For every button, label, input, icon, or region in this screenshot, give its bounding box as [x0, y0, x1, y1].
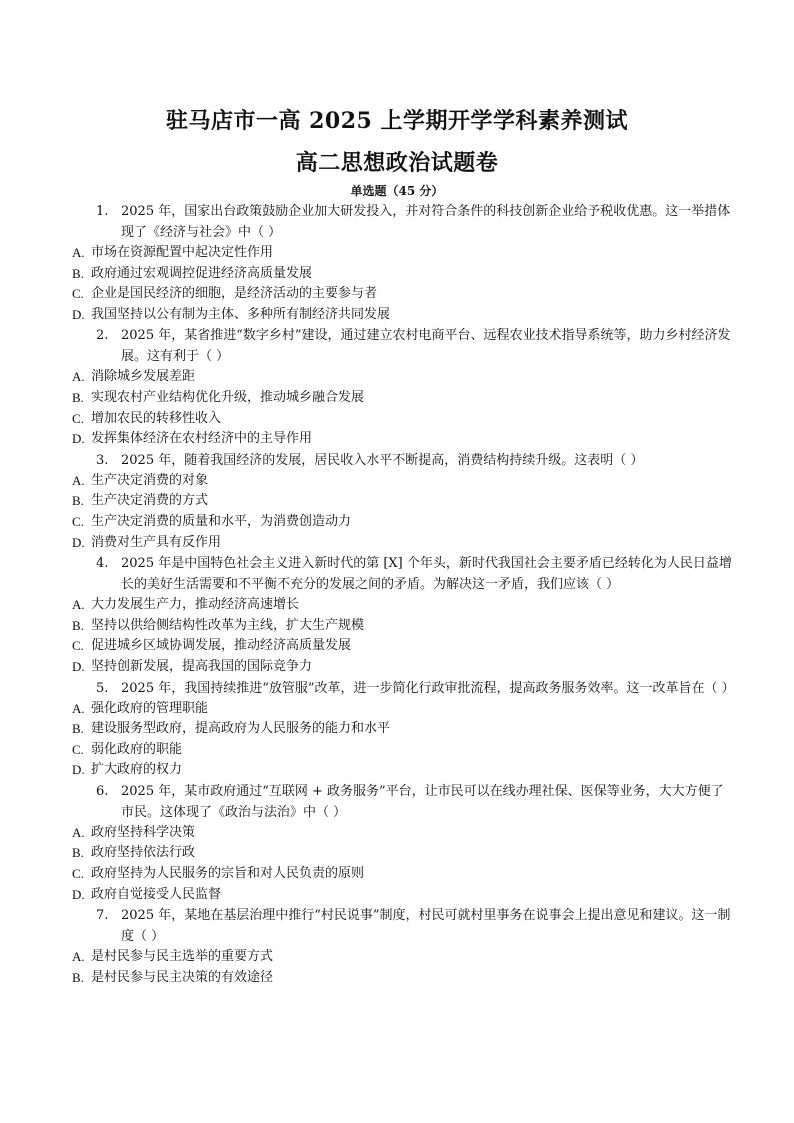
option-letter: A.	[72, 700, 85, 716]
answer-option	[72, 616, 732, 637]
question-stem	[96, 201, 732, 243]
question-number: 2.	[96, 328, 109, 344]
section-heading: 单选题（45 分）	[350, 184, 444, 198]
option-letter: C.	[72, 513, 84, 529]
exam-subtitle: 高二思想政治试题卷	[295, 150, 499, 176]
option-letter: B.	[72, 845, 84, 861]
answer-option	[72, 512, 732, 533]
question-item	[72, 325, 732, 449]
option-text: 建设服务型政府，提高政府为人民服务的能力和水平	[91, 721, 391, 737]
option-letter: B.	[72, 389, 84, 405]
answer-option	[72, 367, 732, 388]
option-text: 促进城乡区域协调发展，推动经济高质量发展	[91, 638, 352, 654]
option-letter: D.	[72, 306, 85, 322]
question-item	[72, 781, 732, 905]
question-number: 6.	[96, 783, 109, 799]
question-stem	[96, 678, 735, 699]
option-letter: A.	[72, 949, 85, 965]
exam-title: 驻马店市一高 2025 上学期开学学科素养测试	[165, 108, 629, 134]
question-number: 1.	[96, 204, 109, 219]
option-text: 增加农民的转移性收入	[91, 410, 222, 426]
option-text: 大力发展生产力，推动经济高速增长	[91, 597, 300, 613]
option-text: 我国坚持以公有制为主体、多种所有制经济共同发展	[91, 306, 391, 322]
question-number: 5.	[96, 680, 109, 696]
answer-option	[72, 947, 732, 968]
question-item	[72, 450, 732, 553]
option-text: 强化政府的管理职能	[91, 700, 209, 716]
option-text: 消费对生产具有反作用	[91, 534, 222, 550]
option-text: 是村民参与民主选举的重要方式	[91, 949, 274, 965]
answer-option	[72, 409, 732, 430]
answer-option	[72, 388, 732, 409]
question-text: 2025 年，某地在基层治理中推行“村民说事”制度，村民可就村里事务在说事会上提出意见和建议。这一制度（ ）	[121, 908, 731, 945]
question-stem	[96, 781, 732, 823]
option-letter: B.	[72, 493, 84, 509]
answer-option	[72, 719, 732, 740]
option-text: 消除城乡发展差距	[91, 369, 196, 385]
option-letter: A.	[72, 824, 85, 840]
question-text: 2025 年，国家出台政策鼓励企业加大研发投入，并对符合条件的科技创新企业给予税收优惠。这一举措体现了《经济与社会》中（ ）	[121, 204, 731, 240]
question-list	[72, 201, 735, 988]
question-number: 4.	[96, 556, 109, 572]
answer-option	[72, 699, 732, 720]
question-number: 3.	[96, 452, 109, 468]
answer-option	[72, 429, 732, 450]
option-text: 市场在资源配置中起决定性作用	[91, 245, 274, 260]
answer-option	[72, 636, 732, 657]
question-stem	[96, 450, 732, 471]
answer-option	[72, 264, 732, 285]
question-stem	[96, 553, 732, 595]
option-letter: B.	[72, 721, 84, 737]
question-text: 2025 年是中国特色社会主义进入新时代的第 [X] 个年头，新时代我国社会主要矛盾已经转化为人民日益增长的美好生活需要和不平衡不充分的发展之间的矛盾。为解决这一矛盾，我们应该（ ）	[121, 556, 732, 593]
option-text: 发挥集体经济在农村经济中的主导作用	[91, 431, 313, 447]
option-letter: D.	[72, 886, 85, 902]
option-letter: B.	[72, 265, 84, 281]
answer-option	[72, 491, 732, 512]
answer-option	[72, 657, 732, 678]
option-letter: A.	[72, 597, 85, 613]
option-letter: B.	[72, 969, 84, 985]
question-text: 2025 年，某省推进“数字乡村”建设，通过建立农村电商平台、远程农业技术指导系统等，助力乡村经济发展。这有利于（ ）	[121, 328, 731, 365]
question-item	[72, 553, 732, 677]
answer-option	[72, 760, 732, 781]
answer-option	[72, 968, 732, 989]
option-letter: B.	[72, 617, 84, 633]
question-text: 2025 年，随着我国经济的发展，居民收入水平不断提高，消费结构持续升级。这表明（ ）	[121, 452, 644, 468]
answer-option	[72, 843, 732, 864]
option-text: 坚持创新发展，提高我国的国际竞争力	[91, 658, 313, 674]
question-item	[72, 905, 732, 988]
option-text: 坚持以供给侧结构性改革为主线，扩大生产规模	[91, 617, 365, 633]
question-text: 2025 年，某市政府通过“互联网 + 政务服务”平台，让市民可以在线办理社保、医保等业务，大大方便了市民。这体现了《政治与法治》中（ ）	[121, 783, 724, 820]
option-text: 政府自觉接受人民监督	[91, 886, 222, 902]
answer-option	[72, 533, 732, 554]
question-stem	[96, 905, 732, 947]
answer-option	[72, 595, 732, 616]
option-letter: C.	[72, 866, 84, 882]
answer-option	[72, 864, 732, 885]
answer-option	[72, 284, 732, 305]
option-text: 扩大政府的权力	[91, 762, 183, 778]
option-letter: A.	[72, 472, 85, 488]
option-text: 实现农村产业结构优化升级，推动城乡融合发展	[91, 389, 365, 405]
answer-option	[72, 740, 732, 761]
question-item	[72, 678, 735, 781]
option-letter: A.	[72, 245, 85, 260]
option-letter: D.	[72, 431, 85, 447]
option-letter: C.	[72, 741, 84, 757]
answer-option	[72, 243, 732, 264]
answer-option	[72, 823, 732, 844]
option-letter: C.	[72, 638, 84, 654]
answer-option	[72, 885, 732, 906]
option-text: 政府坚持科学决策	[91, 824, 196, 840]
question-item	[72, 201, 732, 325]
option-letter: D.	[72, 762, 85, 778]
option-text: 生产决定消费的对象	[91, 472, 209, 488]
option-letter: C.	[72, 286, 84, 302]
option-text: 政府坚持为人民服务的宗旨和对人民负责的原则	[91, 866, 365, 882]
option-text: 企业是国民经济的细胞，是经济活动的主要参与者	[91, 286, 378, 302]
question-stem	[96, 325, 732, 367]
option-text: 生产决定消费的方式	[91, 493, 209, 509]
question-number: 7.	[96, 908, 109, 924]
option-text: 是村民参与民主决策的有效途径	[91, 969, 274, 985]
answer-option	[72, 471, 732, 492]
option-letter: D.	[72, 534, 85, 550]
option-text: 政府通过宏观调控促进经济高质量发展	[91, 265, 313, 281]
option-text: 政府坚持依法行政	[91, 845, 196, 861]
option-letter: A.	[72, 369, 85, 385]
question-text: 2025 年，我国持续推进“放管服”改革，进一步简化行政审批流程，提高政务服务效率。这一改革旨在（ ）	[121, 680, 735, 696]
answer-option	[72, 305, 732, 326]
option-text: 弱化政府的职能	[91, 741, 183, 757]
option-text: 生产决定消费的质量和水平，为消费创造动力	[91, 513, 352, 529]
option-letter: C.	[72, 410, 84, 426]
option-letter: D.	[72, 658, 85, 674]
